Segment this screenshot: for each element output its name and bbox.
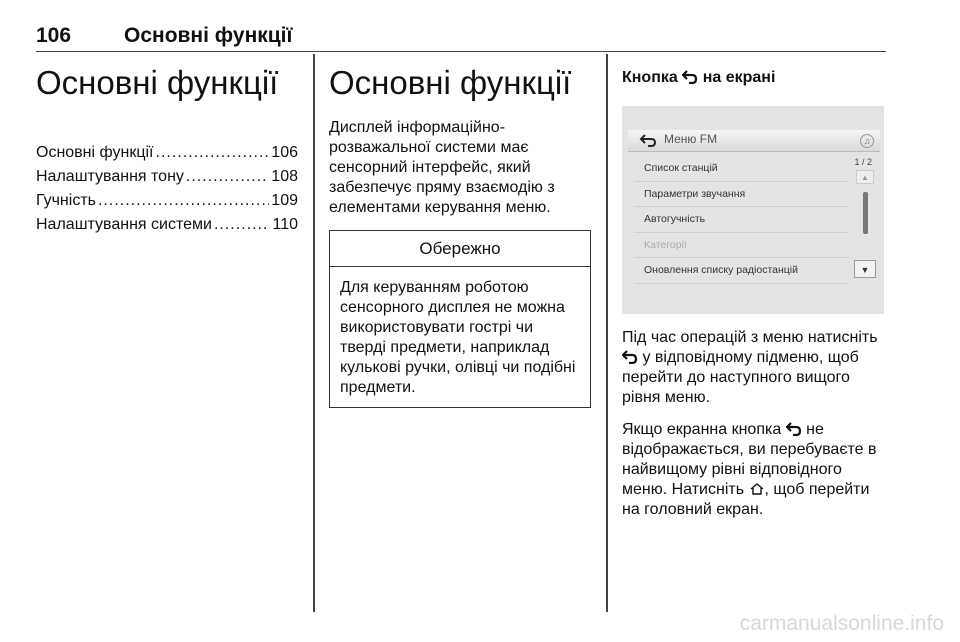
toc-entry-title: Налаштування системи [36,216,212,233]
intro-paragraph: Дисплей інформаційно-розважальної системи має сенсорний інтерфейс, який забезпечує пряму взаємодію з елементами керування меню. [329,119,555,216]
column-divider [313,54,315,612]
back-arrow-icon[interactable] [636,132,660,150]
toc-leader [214,213,271,237]
toc-entry[interactable] [36,213,298,237]
screen-menu-item[interactable]: Категорії [634,233,849,259]
screen-title: Меню FM [664,132,718,146]
heading-text: на екрані [702,69,776,86]
header-title: Основні функції [124,24,293,47]
table-of-contents [36,141,298,237]
column-divider [606,54,608,612]
music-note-icon[interactable]: ♫ [860,134,874,148]
toc-entry-page: 110 [272,216,298,233]
toc-entry-title: Основні функції [36,144,154,161]
caution-text: Для керуванням роботою сенсорного дисплея не можна використовувати гострі чи тверді предмети, наприклад кулькові ручки, олівці чи подібні предмети. [340,279,576,396]
screen-title-bar [628,130,880,152]
paragraph-text: у відповідному підменю, щоб перейти до наступного вищого рівня меню. [622,349,859,406]
paragraph-text: , щоб перейти на головний екран. [622,481,870,518]
caution-box [329,230,591,408]
toc-leader [186,165,269,189]
toc-leader [156,141,270,165]
paragraph-back-usage [622,328,884,408]
back-arrow-icon [786,422,802,436]
toc-leader [98,189,269,213]
back-arrow-icon [622,350,638,364]
scroll-up-icon[interactable]: ▲ [856,170,874,184]
section-title: Основні функції [329,64,572,101]
chapter-title: Основні функції [36,64,279,101]
screen-menu-item[interactable]: Автогучність [634,207,849,233]
scroll-down-icon[interactable]: ▼ [854,260,876,278]
content-column-2 [329,54,591,408]
toc-column [36,54,298,237]
menu-screenshot [622,106,884,314]
paragraph-text: не відображається, ви перебуваєте в найвищому рівні відповідного меню. Натисніть [622,421,877,498]
toc-entry[interactable] [36,141,298,165]
page-indicator: 1 / 2 [854,157,872,167]
screen-menu-item[interactable]: Оновлення списку радіостанцій [634,258,849,284]
scrollbar[interactable] [863,192,868,234]
toc-entry[interactable] [36,165,298,189]
back-arrow-icon [682,70,698,84]
toc-entry-title: Гучність [36,192,96,209]
page-header [36,22,886,52]
home-icon [749,482,765,496]
toc-entry-page: 108 [271,168,298,185]
toc-entry[interactable] [36,189,298,213]
caution-title: Обережно [330,231,590,267]
paragraph-home-usage [622,420,884,520]
screen-menu-item[interactable]: Список станцій [634,156,849,182]
toc-entry-page: 106 [271,144,298,161]
heading-prefix: Кнопка [622,69,678,86]
content-column-3 [622,54,884,520]
paragraph-text: Якщо екранна кнопка [622,421,782,438]
screen-menu-list [634,156,849,284]
toc-entry-page: 109 [271,192,298,209]
paragraph-text: Під час операцій з меню натисніть [622,329,878,346]
screen-menu-item[interactable]: Параметри звучання [634,182,849,208]
watermark: carmanualsonline.info [739,612,944,635]
back-button-heading [622,68,884,88]
toc-entry-title: Налаштування тону [36,168,184,185]
page-number: 106 [36,24,72,47]
